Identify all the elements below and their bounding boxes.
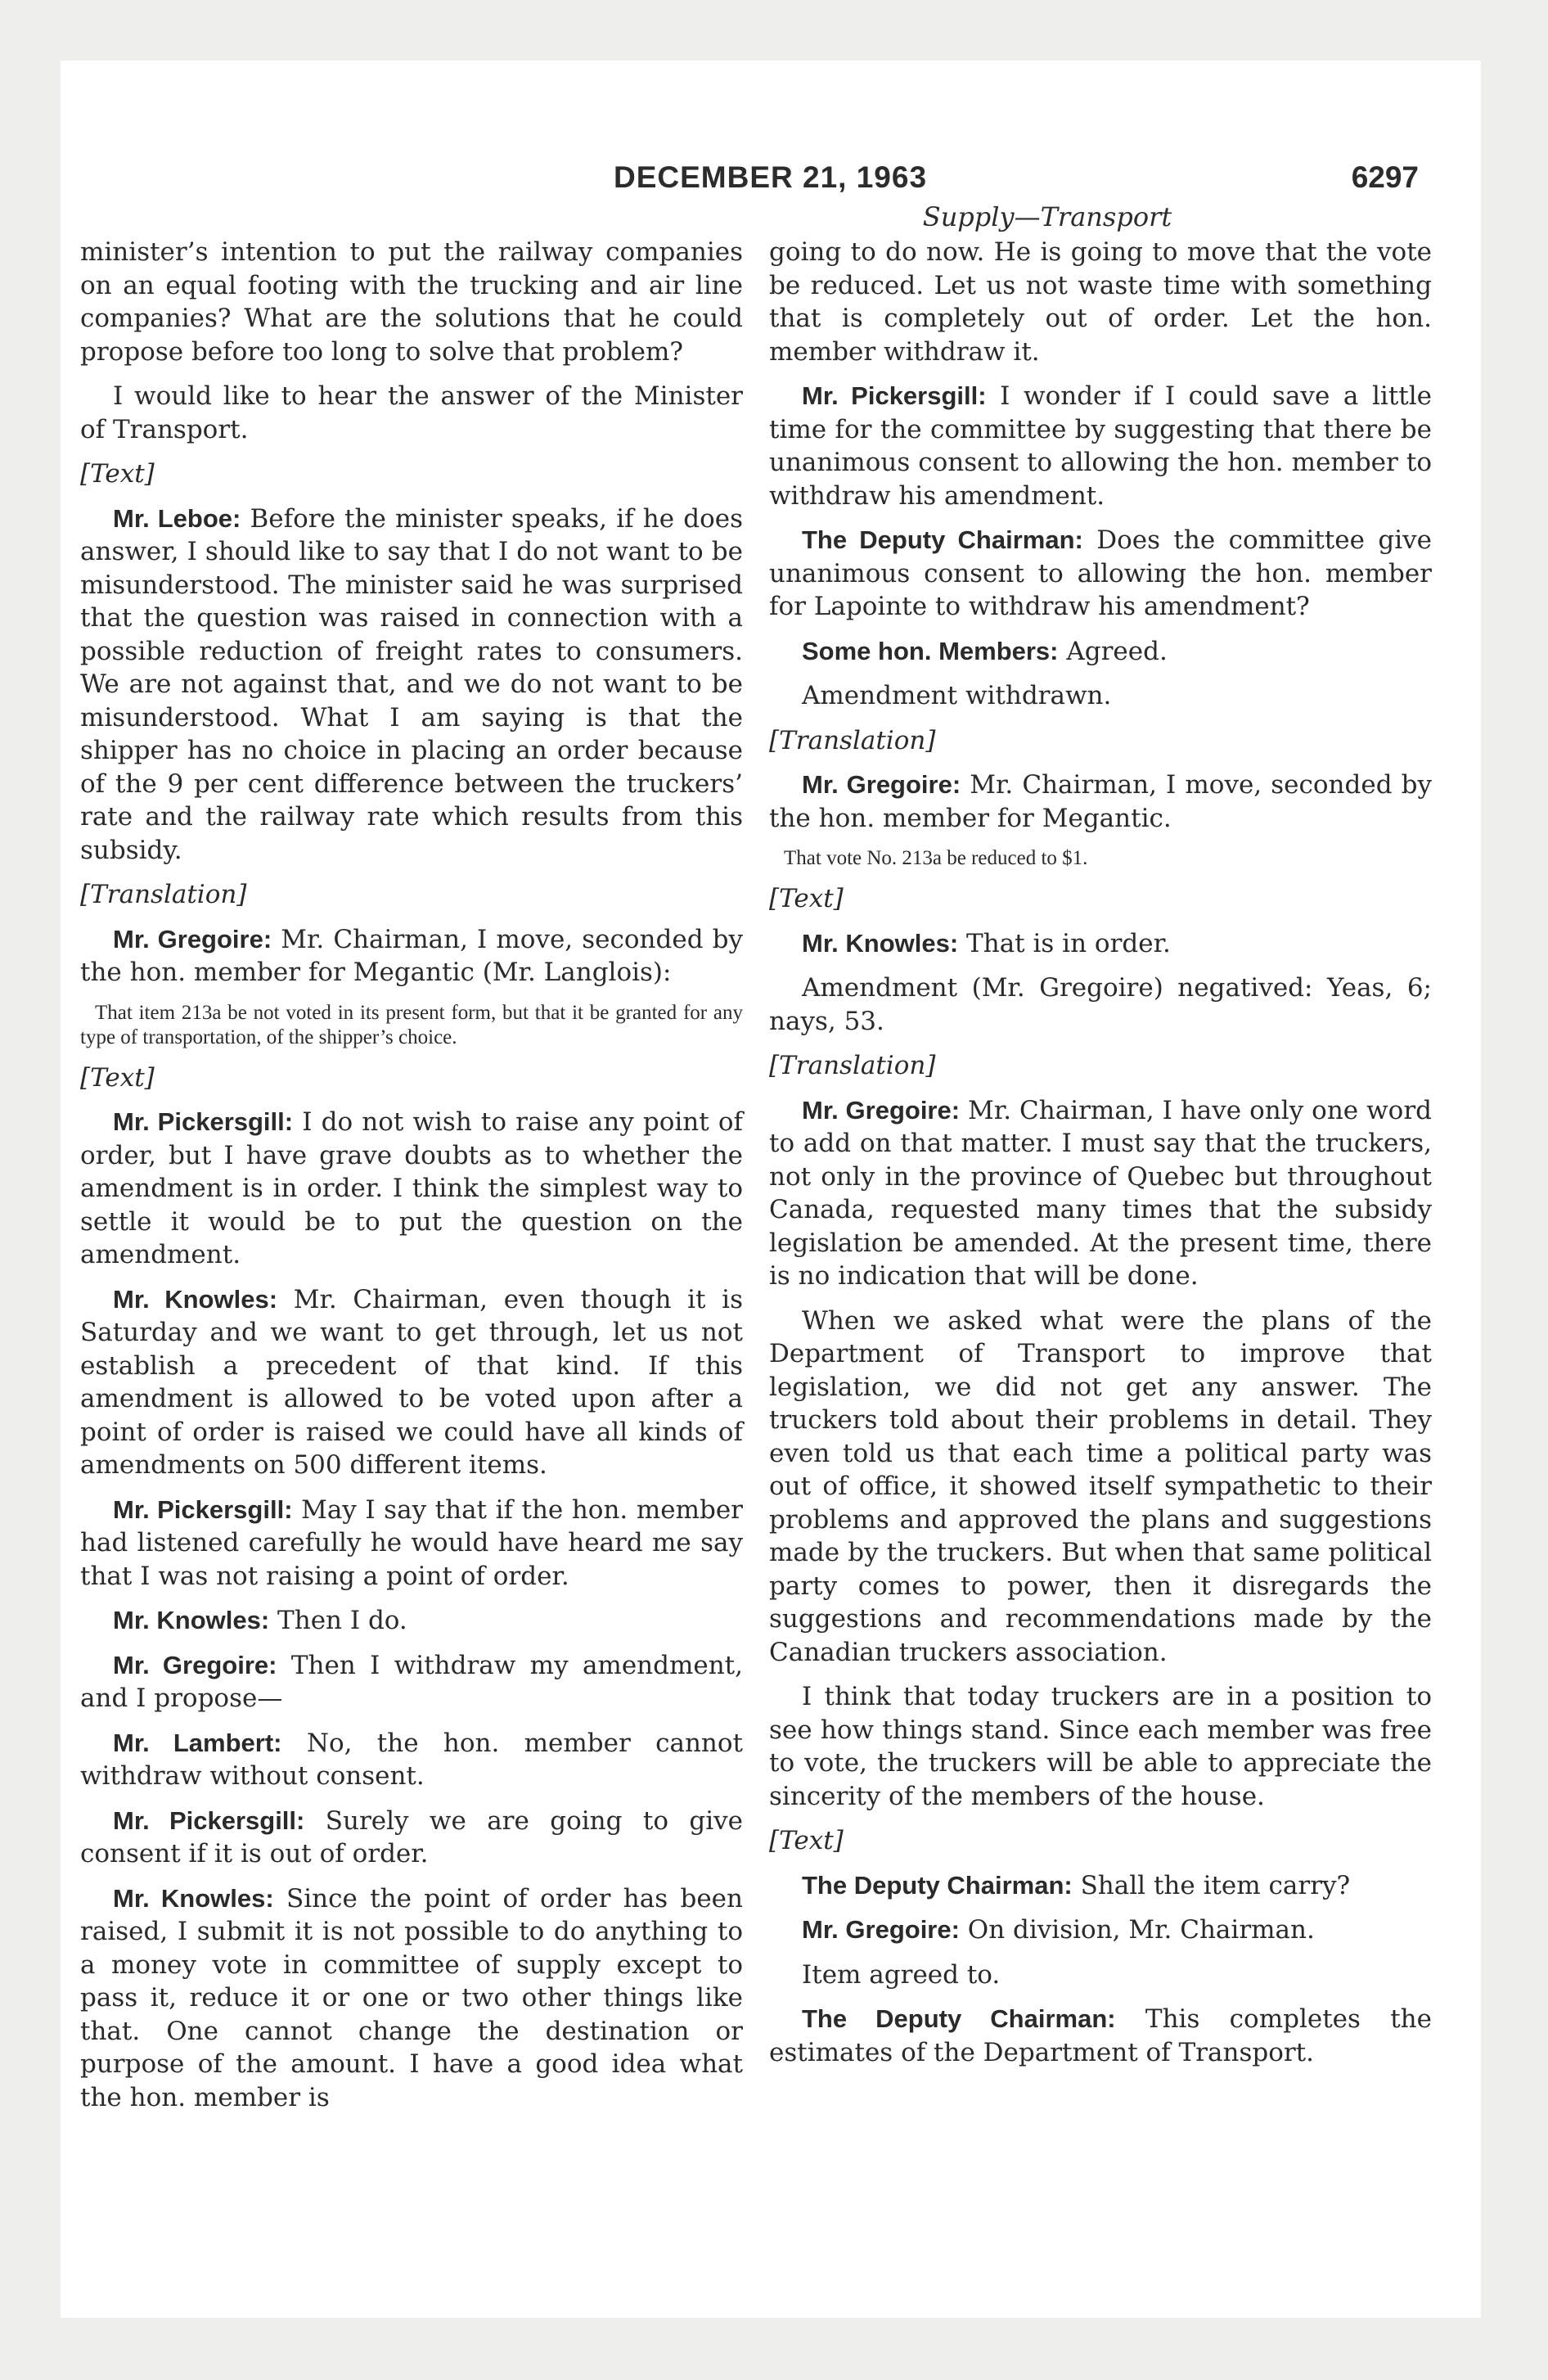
- speaker-name: Mr. Knowles:: [113, 1606, 270, 1634]
- speech-text: Mr. Chairman, I move, seconded by the hon. member for Megantic.: [769, 770, 1432, 833]
- speaker-name: The Deputy Chairman:: [802, 2004, 1116, 2033]
- speech-paragraph: [769, 635, 1432, 669]
- speech-text: I wonder if I could save a little time for the committee by suggesting that there be unanimous consent to allowing the hon. member to withdraw his amendment.: [769, 381, 1432, 511]
- speaker-name: Some hon. Members:: [802, 636, 1059, 665]
- speech-text: That is in order.: [958, 928, 1171, 958]
- speech-paragraph: [80, 1882, 743, 2115]
- speaker-name: Mr. Gregoire:: [113, 924, 272, 953]
- speech-paragraph: [80, 1604, 743, 1638]
- section-marker: [Text]: [769, 1826, 844, 1855]
- speaker-name: Mr. Pickersgill:: [113, 1805, 305, 1835]
- speech-paragraph: [769, 1913, 1432, 1947]
- speech-text: Since the point of order has been raised, I submit it is not possible to do anything to a money vote in committee of supply except to pass it, reduce it or one or two other things like that. One cannot change the destination or purpose of the amount. I have a good idea what the hon. member is: [80, 1883, 743, 2112]
- speech-paragraph: [80, 1106, 743, 1272]
- speech-paragraph: [769, 769, 1432, 835]
- speaker-name: Mr. Leboe:: [113, 503, 241, 533]
- speech-text: Mr. Chairman, even though it is Saturday and we want to get through, let us not establish a precedent of that kind. If this amendment is allowed to be voted upon after a point of order is raised we could have all kinds of amendments on 500 different items.: [80, 1284, 743, 1480]
- left-column: [80, 236, 743, 2125]
- speaker-name: Mr. Gregoire:: [802, 770, 961, 799]
- speech-paragraph: [769, 2003, 1432, 2069]
- section-marker: [Text]: [80, 459, 155, 489]
- page-header: [61, 160, 1419, 201]
- paragraph: I would like to hear the answer of the Minister of Transport.: [80, 381, 743, 444]
- speech-text: Shall the item carry?: [1072, 1870, 1351, 1900]
- speech-paragraph: [80, 1649, 743, 1715]
- speech-paragraph: [769, 1094, 1432, 1293]
- section-marker: [Text]: [769, 884, 844, 913]
- speaker-name: Mr. Gregoire:: [802, 1915, 960, 1944]
- paragraph: Amendment (Mr. Gregoire) negatived: Yeas, 6; nays, 53.: [769, 973, 1432, 1036]
- speech-paragraph: [769, 524, 1432, 624]
- speech-text: Does the committee give unanimous consent to allowing the hon. member for Lapointe to withdraw his amendment?: [769, 525, 1432, 621]
- speech-text: No, the hon. member cannot withdraw without consent.: [80, 1728, 744, 1791]
- paragraph: Item agreed to.: [802, 1959, 1001, 1990]
- speech-paragraph: [769, 1869, 1432, 1903]
- speech-text: I do not wish to raise any point of order, but I have grave doubts as to whether the amendment is in order. I think the simplest way to settle it would be to put the question on the amendment.: [80, 1107, 743, 1269]
- paragraph: Amendment withdrawn.: [802, 681, 1112, 710]
- section-marker: [Translation]: [769, 725, 936, 755]
- speaker-name: Mr. Knowles:: [113, 1284, 278, 1314]
- paragraph: minister’s intention to put the railway companies on an equal footing with the trucking and air line companies? What are the solutions that he could propose before too long to solve that problem?: [80, 237, 743, 367]
- speech-text: Then I withdraw my amendment, and I propose—: [80, 1650, 743, 1713]
- right-column: [769, 236, 1432, 2080]
- speech-paragraph: [769, 380, 1432, 512]
- speaker-name: The Deputy Chairman:: [802, 1870, 1073, 1900]
- section-marker: [Translation]: [80, 880, 247, 909]
- header-date: DECEMBER 21, 1963: [614, 160, 928, 194]
- speaker-name: Mr. Knowles:: [113, 1883, 274, 1913]
- speaker-name: Mr. Lambert:: [113, 1728, 282, 1757]
- speaker-name: Mr. Gregoire:: [802, 1095, 961, 1125]
- speaker-name: Mr. Pickersgill:: [113, 1107, 294, 1136]
- section-marker: [Text]: [80, 1062, 155, 1093]
- speech-text: Then I do.: [269, 1606, 407, 1635]
- paragraph: going to do now. He is going to move that the vote be reduced. Let us not waste time with something that is completely out of order. Let the hon. member withdraw it.: [769, 237, 1432, 367]
- speaker-name: The Deputy Chairman:: [802, 525, 1083, 554]
- speech-paragraph: [80, 923, 743, 989]
- speaker-name: Mr. Pickersgill:: [113, 1494, 293, 1524]
- paragraph: I think that today truckers are in a position to see how things stand. Since each member was free to vote, the truckers will be able to appreciate the sincerity of the members of the house.: [769, 1682, 1432, 1811]
- speech-text: May I say that if the hon. member had listened carefully he would have heard me say that I was not raising a point of order.: [80, 1494, 743, 1591]
- running-subject: Supply—Transport: [922, 201, 1172, 232]
- speaker-name: Mr. Pickersgill:: [802, 381, 987, 410]
- page-number: 6297: [1351, 160, 1419, 194]
- speech-text: On division, Mr. Chairman.: [959, 1915, 1315, 1945]
- speech-paragraph: [80, 503, 743, 868]
- speech-paragraph: [80, 1494, 743, 1593]
- speech-paragraph: [80, 1283, 743, 1482]
- speech-text: Mr. Chairman, I move, seconded by the hon. member for Megantic (Mr. Langlois):: [80, 924, 743, 987]
- speaker-name: Mr. Knowles:: [802, 928, 959, 958]
- motion-text: That vote No. 213a be reduced to $1.: [784, 847, 1088, 869]
- speech-paragraph: [769, 927, 1432, 961]
- speech-paragraph: [80, 1805, 743, 1871]
- speaker-name: Mr. Gregoire:: [113, 1650, 277, 1679]
- speech-text: Before the minister speaks, if he does answer, I should like to say that I do not want to be misunderstood. The minister said he was surprised that the question was raised in connection with a possible reduction of freight rates to consumers. We are not against that, and we do not want to be misunderstood. What I am saying is that the shipper has no choice in placing an order because of the 9 per cent difference between the truckers’ rate and the railway rate which results from this subsidy.: [80, 503, 743, 865]
- speech-text: Agreed.: [1058, 636, 1168, 666]
- section-marker: [Translation]: [769, 1051, 936, 1080]
- speech-text: Mr. Chairman, I have only one word to add on that matter. I must say that the truckers, not only in the province of Quebec but throughout Canada, requested many times that the subsidy legislation be amended. At the present time, there is no indication that will be done.: [769, 1095, 1432, 1291]
- paragraph: When we asked what were the plans of the Department of Transport to improve that legislation, we did not get any answer. The truckers told about their problems in detail. They even told us that each time a political party was out of office, it showed itself sympathetic to their problems and approved the plans and suggestions made by the truckers. But when that same political party comes to power, then it disregards the suggestions and recommendations made by the Canadian truckers association.: [769, 1305, 1432, 1667]
- speech-text: Surely we are going to give consent if it is out of order.: [80, 1805, 743, 1868]
- motion-text: That item 213a be not voted in its present form, but that it be granted for any type of transportation, of the shipper’s choice.: [80, 1001, 743, 1048]
- speech-paragraph: [80, 1727, 743, 1793]
- speech-text: This completes the estimates of the Department of Transport.: [769, 2004, 1432, 2067]
